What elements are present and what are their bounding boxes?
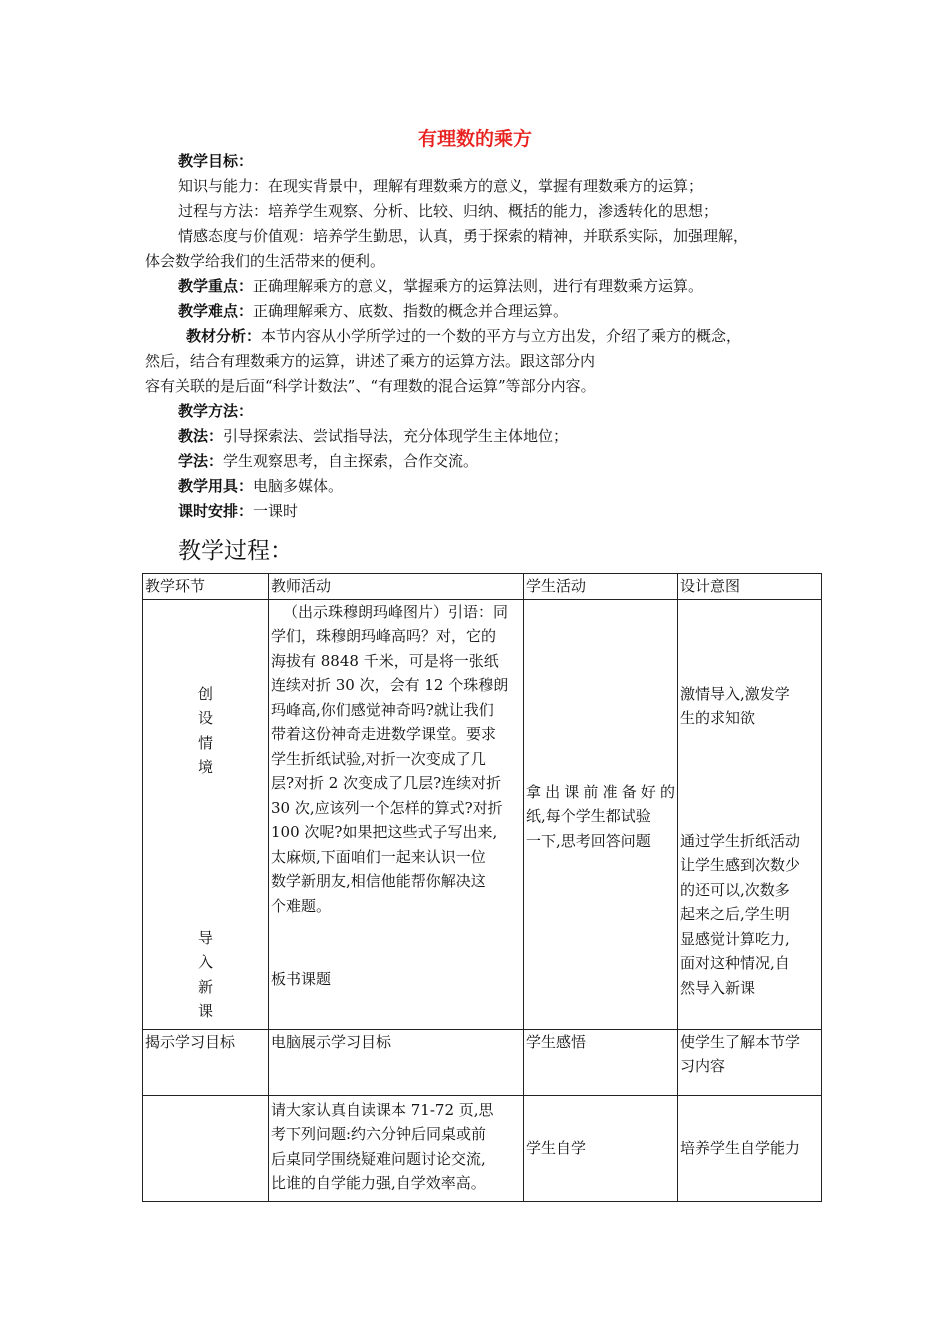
teacher-line: 数学新朋友,相信他能帮你解决这 xyxy=(271,872,486,890)
analysis-text-1: 本节内容从小学所学过的一个数的平方与立方出发，介绍了乘方的概念， xyxy=(261,327,742,345)
process-table xyxy=(142,573,822,1202)
process-heading: 教学过程： xyxy=(178,538,293,564)
difficulty-label: 教学难点： xyxy=(178,302,254,320)
design-line: 生的求知欲 xyxy=(680,709,756,727)
teaching-tools xyxy=(178,477,343,495)
header-design: 设计意图 xyxy=(678,574,822,600)
design-line: 面对这种情况,自 xyxy=(680,954,790,972)
stage-char: 入 xyxy=(197,953,213,971)
stage-char: 情 xyxy=(197,733,213,752)
teacher-line: 海拔有 8848 千米，可是将一张纸 xyxy=(271,651,499,670)
teaching-tools-label: 教学用具： xyxy=(178,477,254,495)
teacher-board-title: 板书课题 xyxy=(271,970,332,988)
design-line: 激情导入,激发学 xyxy=(680,684,790,703)
learning-method-text: 学生观察思考，自主探索，合作交流。 xyxy=(223,452,479,470)
teacher-line: 学生折纸试验,对折一次变成了几 xyxy=(271,749,486,768)
teacher-line: 玛峰高,你们感觉神奇吗?就让我们 xyxy=(271,700,494,719)
student-activity-cell: 学生自学 xyxy=(524,1095,678,1201)
design-line: 的还可以,次数多 xyxy=(680,880,790,899)
teacher-activity-cell: 电脑展示学习目标 xyxy=(269,1029,524,1095)
teacher-line: （出示珠穆朗玛峰图片）引语：同 xyxy=(283,602,509,621)
stage-cell xyxy=(143,1095,269,1201)
header-student: 学生活动 xyxy=(524,574,678,600)
teaching-method-text: 引导探索法、尝试指导法，充分体现学生主体地位； xyxy=(223,427,569,445)
teacher-line: 个难题。 xyxy=(271,896,332,915)
objectives-label-text: 教学目标： xyxy=(178,152,254,170)
design-line: 使学生了解本节学 xyxy=(680,1032,801,1051)
teacher-line: 30 次,应该列一个怎样的算式?对折 xyxy=(271,798,503,817)
design-line: 显感觉计算吃力, xyxy=(680,929,790,948)
stage-cell: 揭示学习目标 xyxy=(143,1029,269,1095)
objective-process: 过程与方法：培养学生观察、分析、比较、归纳、概括的能力，渗透转化的思想； xyxy=(178,202,719,220)
design-intent-cell xyxy=(678,1029,822,1095)
learning-method-label: 学法： xyxy=(178,452,224,470)
teacher-line: 比谁的自学能力强,自学效率高。 xyxy=(271,1174,486,1192)
methods-label xyxy=(178,402,253,420)
stage-char: 境 xyxy=(197,758,213,776)
table-header-row xyxy=(143,574,822,600)
teacher-line: 后桌同学围绕疑难问题讨论交流, xyxy=(271,1149,486,1168)
key-point-text: 正确理解乘方的意义，掌握乘方的运算法则，进行有理数乘方运算。 xyxy=(253,277,704,295)
schedule xyxy=(178,502,298,520)
stage-char: 新 xyxy=(197,977,213,996)
design-line: 让学生感到次数少 xyxy=(680,856,801,874)
stage-char: 创 xyxy=(197,684,213,703)
teacher-text xyxy=(271,1096,521,1196)
key-point-label: 教学重点： xyxy=(178,277,254,295)
teacher-line: 100 次呢?如果把这些式子写出来, xyxy=(271,823,498,841)
analysis-line1 xyxy=(186,327,741,345)
table-row xyxy=(143,1095,822,1201)
table-row xyxy=(143,599,822,1029)
teacher-activity-cell xyxy=(269,599,524,1029)
design-line: 习内容 xyxy=(680,1057,726,1075)
methods-label-text: 教学方法： xyxy=(178,402,254,420)
stage-char: 课 xyxy=(197,1002,213,1020)
stage-introduce-lesson xyxy=(145,780,266,1024)
design-intent-cell xyxy=(678,599,822,1029)
header-teacher: 教师活动 xyxy=(269,574,524,600)
student-line: 拿出课前准备好的 xyxy=(526,782,675,801)
teacher-line: 太麻烦,下面咱们一起来认识一位 xyxy=(271,847,486,866)
stage-char: 导 xyxy=(197,928,213,947)
student-activity-text xyxy=(526,600,675,854)
difficulty xyxy=(178,302,568,320)
teaching-method-label: 教法： xyxy=(178,427,224,445)
student-activity-cell xyxy=(524,599,678,1029)
difficulty-text: 正确理解乘方、底数、指数的概念并合理运算。 xyxy=(253,302,569,320)
analysis-label: 教材分析： xyxy=(186,327,262,345)
page-title: 有理数的乘方 xyxy=(417,128,532,150)
key-point xyxy=(178,277,703,295)
teacher-line: 层?对折 2 次变成了几层?连续对折 xyxy=(271,774,502,792)
design-line: 然导入新课 xyxy=(680,978,756,997)
design-line: 通过学生折纸活动 xyxy=(680,831,801,850)
teacher-activity-cell xyxy=(269,1095,524,1201)
student-line: 一下,思考回答问题 xyxy=(526,831,651,850)
stage-create-situation xyxy=(145,600,266,780)
analysis-line2: 然后，结合有理数乘方的运算，讲述了乘方的运算方法。跟这部分内 xyxy=(145,352,596,370)
teaching-method xyxy=(178,427,568,445)
teacher-line: 带着这份神奇走进数学课堂。要求 xyxy=(271,725,497,743)
design-line: 起来之后,学生明 xyxy=(680,905,790,923)
objective-attitude-line2: 体会数学给我们的生活带来的便利。 xyxy=(145,252,386,270)
stage-char: 设 xyxy=(197,709,213,727)
teacher-line: 请大家认真自读课本 71-72 页,思 xyxy=(271,1100,494,1119)
objective-attitude-line1: 情感态度与价值观：培养学生勤思，认真，勇于探索的精神，并联系实际，加强理解， xyxy=(178,227,749,245)
design-intent-cell: 培养学生自学能力 xyxy=(678,1095,822,1201)
learning-method xyxy=(178,452,478,470)
analysis-line3: 容有关联的是后面“科学计数法”、“有理数的混合运算”等部分内容。 xyxy=(145,377,596,395)
schedule-text: 一课时 xyxy=(253,502,299,520)
teaching-tools-text: 电脑多媒体。 xyxy=(253,477,344,495)
student-activity-cell: 学生感悟 xyxy=(524,1029,678,1095)
stage-cell xyxy=(143,599,269,1029)
teacher-line: 连续对折 30 次，会有 12 个珠穆朗 xyxy=(271,676,509,694)
table-row xyxy=(143,1029,822,1095)
teacher-line: 学们，珠穆朗玛峰高吗？对，它的 xyxy=(271,627,497,645)
student-line: 纸,每个学生都试验 xyxy=(526,807,651,825)
schedule-label: 课时安排： xyxy=(178,502,254,520)
objective-knowledge: 知识与能力：在现实背景中，理解有理数乘方的意义，掌握有理数乘方的运算； xyxy=(178,177,704,195)
teacher-line: 考下列问题:约六分钟后同桌或前 xyxy=(271,1125,487,1143)
header-stage: 教学环节 xyxy=(143,574,269,600)
objectives-label xyxy=(178,152,253,170)
design-intent-bottom xyxy=(680,731,819,1001)
design-intent-top xyxy=(680,600,819,731)
